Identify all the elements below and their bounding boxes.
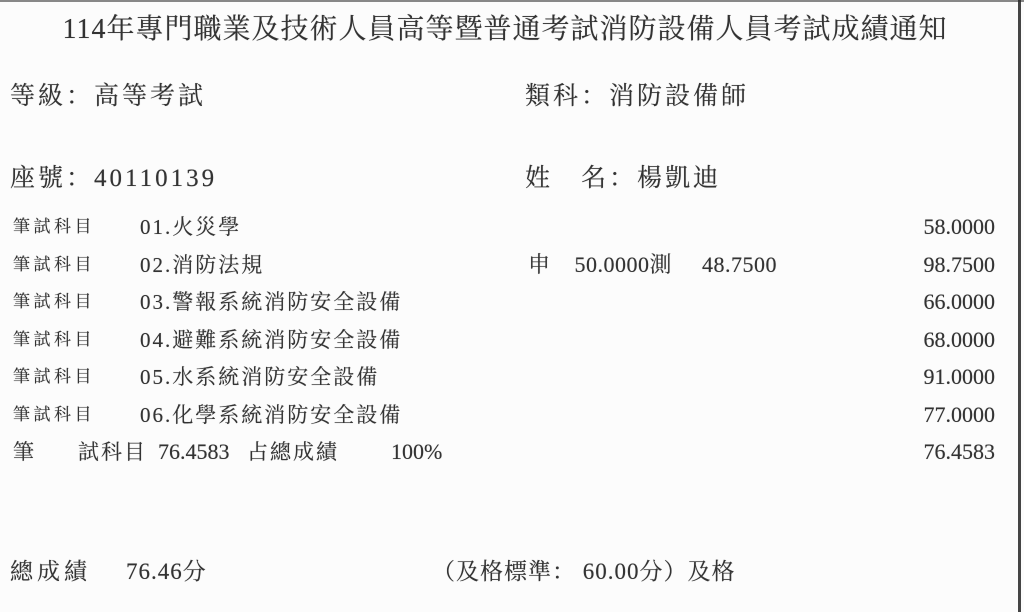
row-type-label: 筆試科目 <box>13 292 95 311</box>
seat-name-line <box>0 164 1024 194</box>
row-subject: 02.消防法規 <box>140 253 265 277</box>
seat-number-value: 40110139 <box>94 165 218 192</box>
summary-share-value: 100% <box>391 439 443 464</box>
candidate-name-field <box>525 164 721 194</box>
seat-number-label: 座號： <box>10 165 95 192</box>
grade-field <box>10 82 206 112</box>
written-exam-summary-row <box>0 437 1024 467</box>
exam-subject-row <box>0 250 1024 280</box>
row-type-label: 筆試科目 <box>13 330 95 349</box>
passing-standard-note: （及格標準： 60.00分）及格 <box>432 559 736 584</box>
row-subject: 06.化學系統消防安全設備 <box>140 403 403 427</box>
row-score: 91.0000 <box>923 364 995 389</box>
summary-score: 76.4583 <box>923 439 995 464</box>
photo-edge-top-line <box>0 0 1024 2</box>
row-type-label: 筆試科目 <box>13 367 95 386</box>
summary-share-label: 占總成績 <box>247 440 339 464</box>
row-detail-essay-test-scores: 申 50.0000測 48.7500 <box>528 252 778 277</box>
total-score-label: 總成績 <box>10 559 91 584</box>
grade-category-line <box>0 82 1024 112</box>
category-value: 消防設備師 <box>609 83 750 110</box>
total-score-line <box>0 556 1024 588</box>
grade-label: 等級： <box>10 83 95 110</box>
exam-subject-row <box>0 400 1024 430</box>
exam-subject-row <box>0 325 1024 355</box>
row-type-label: 筆試科目 <box>13 217 95 236</box>
row-subject: 04.避難系統消防安全設備 <box>140 328 403 352</box>
total-score-value: 76.46分 <box>126 559 207 584</box>
row-score: 68.0000 <box>923 327 995 352</box>
category-field <box>525 82 749 112</box>
row-score: 77.0000 <box>923 402 995 427</box>
row-score: 58.0000 <box>923 214 995 239</box>
summary-prefix: 筆 <box>13 440 34 464</box>
candidate-name-value: 楊凱迪 <box>637 165 722 192</box>
exam-subject-row <box>0 362 1024 392</box>
exam-subject-row <box>0 212 1024 242</box>
row-type-label: 筆試科目 <box>13 405 95 424</box>
summary-label: 試科目 <box>78 440 147 464</box>
exam-subject-row <box>0 287 1024 317</box>
candidate-name-label: 姓 名： <box>525 165 638 192</box>
row-score: 66.0000 <box>923 289 995 314</box>
row-subject: 05.水系統消防安全設備 <box>140 365 380 389</box>
row-score: 98.7500 <box>923 252 995 277</box>
row-subject: 01.火災學 <box>140 215 242 239</box>
row-subject: 03.警報系統消防安全設備 <box>140 290 403 314</box>
document-title: 114年專門職業及技術人員高等暨普通考試消防設備人員考試成績通知 <box>62 14 948 45</box>
grade-value: 高等考試 <box>94 83 207 110</box>
category-label: 類科： <box>525 83 610 110</box>
summary-average: 76.4583 <box>158 439 230 464</box>
seat-number-field <box>10 164 217 194</box>
row-type-label: 筆試科目 <box>13 255 95 274</box>
